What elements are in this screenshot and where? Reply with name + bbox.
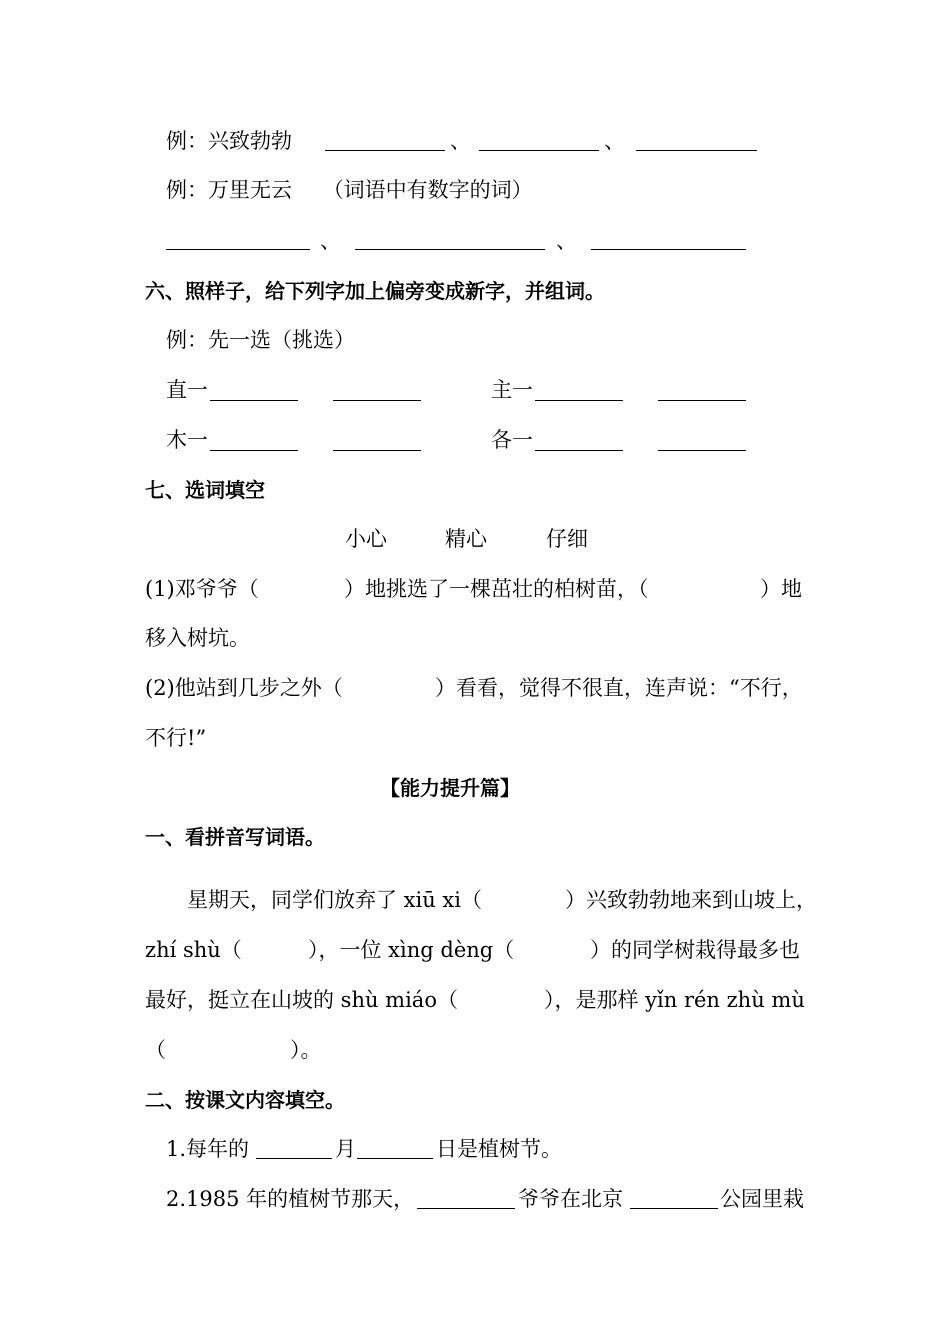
pinyin-text: ）的同学树栽得最多也 (590, 938, 800, 962)
answer-blank[interactable] (256, 1136, 332, 1159)
answer-blank[interactable] (210, 428, 298, 451)
answer-blank[interactable] (535, 378, 623, 401)
radical-item: 木一 (166, 428, 208, 452)
example-label: 例：兴致勃勃 (166, 129, 292, 153)
answer-blank[interactable] (210, 378, 298, 401)
pinyin-text: 星期天，同学们放弃了 xiū xi（ (187, 888, 482, 912)
pinyin-text: ），一位 xìng dèng（ (308, 938, 515, 962)
pinyin-text: （ (145, 1038, 166, 1062)
answer-blank[interactable] (658, 428, 746, 451)
separator: 、 (450, 129, 471, 153)
question-6-title: 六、照样子，给下列字加上偏旁变成新字，并组词。 (145, 279, 605, 303)
word-choice: 仔细 (546, 527, 588, 551)
example-line-2 (166, 175, 533, 205)
radical-item: 直一 (166, 378, 208, 402)
answer-blank[interactable] (355, 227, 545, 250)
answer-blank[interactable] (630, 1186, 718, 1209)
answer-blank[interactable] (591, 227, 746, 250)
answer-blank[interactable] (535, 428, 623, 451)
section-title: 【能力提升篇】 (380, 776, 520, 800)
pinyin-text: ），是那样 yǐn rén zhù mù (544, 988, 805, 1012)
pinyin-text: ）。 (290, 1038, 322, 1062)
part-2-title: 二、按课文内容填空。 (145, 1088, 345, 1112)
sentence-text: (1)邓爷爷（ (145, 577, 259, 601)
word-choice: 精心 (445, 527, 487, 551)
fill-text: 月 (335, 1137, 356, 1161)
part-1-title: 一、看拼音写词语。 (145, 825, 325, 849)
answer-blank[interactable] (325, 128, 445, 151)
answer-blank[interactable] (333, 428, 421, 451)
sentence-text: (2)他站到几步之外（ (145, 676, 343, 700)
answer-blank[interactable] (166, 227, 310, 250)
separator: 、 (320, 229, 341, 253)
question-7-title: 七、选词填空 (145, 478, 265, 502)
sentence-text: ）地挑选了一棵茁壮的柏树苗，（ (344, 577, 649, 601)
example-line-1 (166, 126, 292, 156)
sentence-text: 移入树坑。 (145, 626, 250, 650)
fill-text: 爷爷在北京 (518, 1187, 623, 1211)
pinyin-text: ）兴致勃勃地来到山坡上， (565, 888, 817, 912)
fill-text: 公园里栽 (720, 1187, 804, 1211)
sentence-text: ）地 (760, 577, 802, 601)
answer-blank[interactable] (479, 128, 599, 151)
separator: 、 (604, 129, 625, 153)
question-6-example: 例：先一选（挑选） (166, 328, 355, 352)
example-hint: （词语中有数字的词） (322, 178, 533, 202)
radical-item: 主一 (491, 378, 533, 402)
sentence-text: ）看看，觉得不很直，连声说：“不行， (435, 676, 803, 700)
separator: 、 (556, 229, 577, 253)
pinyin-text: zhí shù（ (145, 938, 242, 962)
fill-text: 2.1985 年的植树节那天， (166, 1187, 415, 1211)
pinyin-text: 最好，挺立在山坡的 shù miáo（ (145, 988, 458, 1012)
answer-blank[interactable] (333, 378, 421, 401)
answer-blank[interactable] (636, 128, 757, 151)
fill-text: 日是植树节。 (436, 1137, 562, 1161)
word-choice: 小心 (345, 527, 387, 551)
answer-blank[interactable] (417, 1186, 515, 1209)
example-label: 例：万里无云 (166, 178, 292, 202)
answer-blank[interactable] (658, 378, 746, 401)
radical-item: 各一 (491, 428, 533, 452)
fill-text: 1.每年的 (166, 1137, 250, 1161)
sentence-text: 不行!” (145, 726, 207, 750)
answer-blank[interactable] (357, 1136, 433, 1159)
